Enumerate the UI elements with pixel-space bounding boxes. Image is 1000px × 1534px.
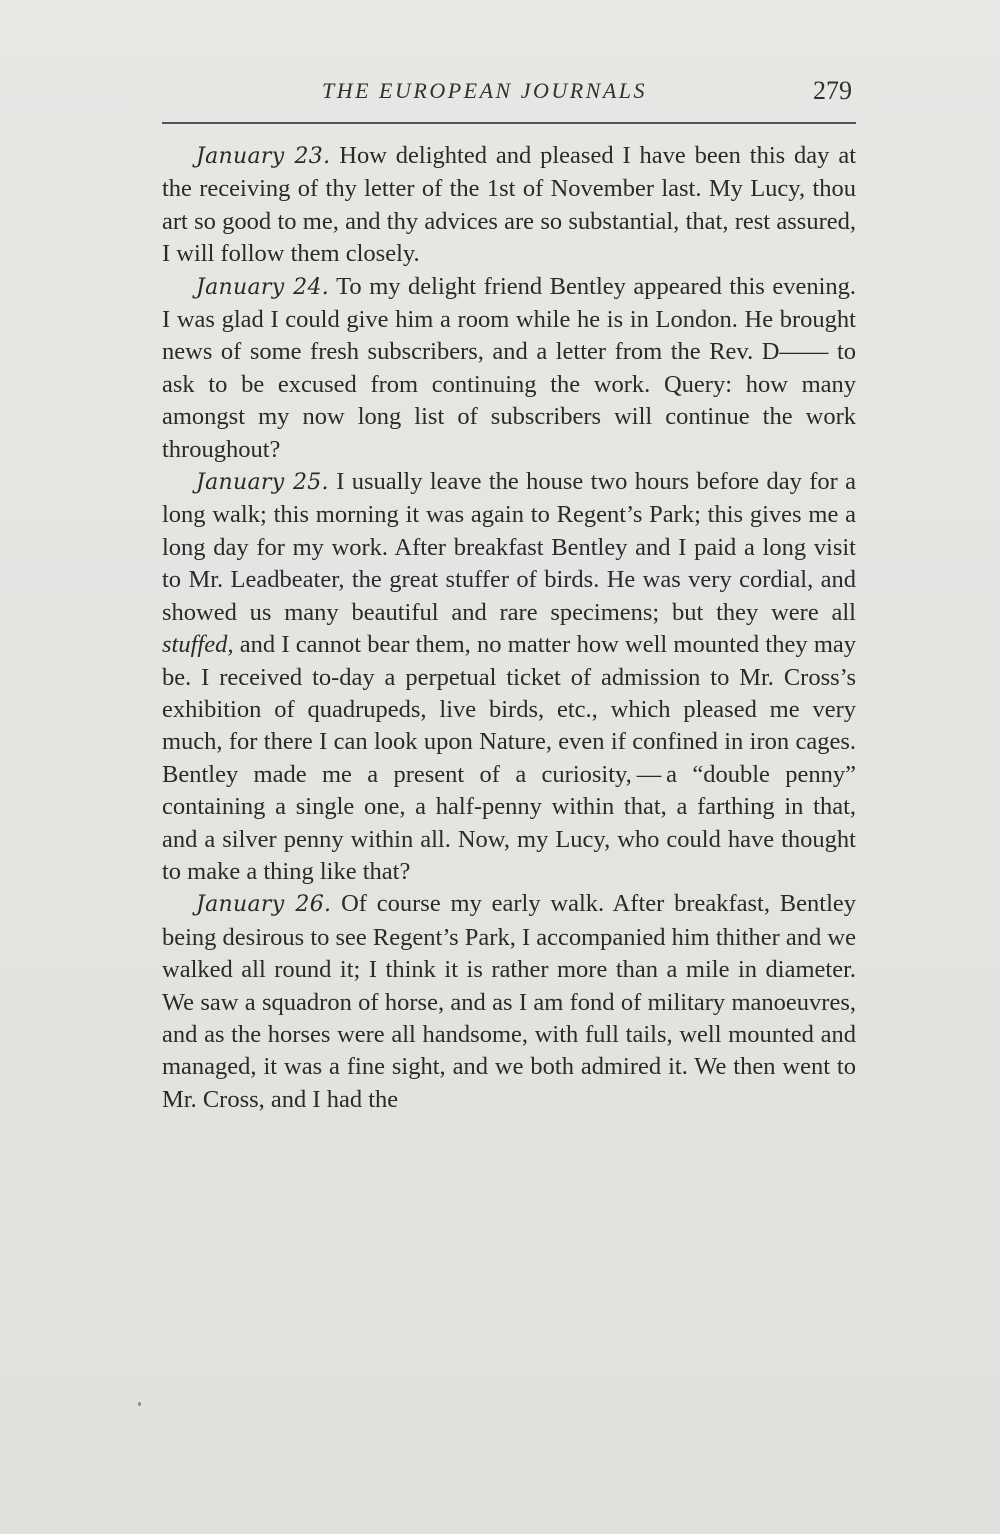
entry-date: January 24. <box>196 274 330 300</box>
entry-date: January 25. <box>196 470 329 496</box>
journal-body <box>162 140 856 1116</box>
entry-january-23 <box>162 140 856 271</box>
entry-january-24 <box>162 271 856 466</box>
running-head <box>162 78 856 114</box>
entry-text: How delighted and pleased I have been this day at the receiving of thy letter of the 1st of November last. My Lucy, thou art so good to me, and thy advices are so substantial, that, rest assured, I will follow them closely. <box>162 142 856 268</box>
entry-text: Of course my early walk. After breakfast, Bentley being desirous to see Regent’s Park, I accompanied him thither and we walked all round it; I think it is rather more than a mile in diameter. We saw a squadron of horse, and as I am fond of military manoeuvres, and as the horses were all handsome, with full tails, well mounted and managed, it was a fine sight, and we both admired it. We then went to Mr. Cross, and I had the <box>162 890 856 1113</box>
entry-january-25 <box>162 466 856 888</box>
entry-date: January 23. <box>196 144 331 169</box>
running-title: THE EUROPEAN JOURNALS <box>322 78 648 103</box>
page-number: 279 <box>813 76 852 105</box>
entry-emphasis: stuffed, <box>162 631 234 659</box>
entry-text: I usually leave the house two hours before day for a long walk; this morning it was again to Regent’s Park; this gives me a long day for my work. After breakfast Bentley and I paid a long visit to Mr. Leadbeater, the great stuffer of birds. He was very cordial, and showed us many beautiful and rare specimens; but they were all <box>162 468 856 626</box>
header-rule <box>162 122 856 124</box>
entry-text: To my delight friend Bentley appeared this evening. I was glad I could give him a room while he is in London. He brought news of some fresh subscribers, and a letter from the Rev. D—— to ask to be excused from continuing the work. Query: how many amongst my now long list of subscribers will continue the work throughout? <box>162 272 857 463</box>
entry-january-26 <box>162 888 856 1116</box>
entry-date: January 26. <box>196 892 332 918</box>
paper-speck <box>138 1402 141 1406</box>
entry-text-continued: and I cannot bear them, no matter how well mounted they may be. I received to-day a perpetual ticket of admission to Mr. Cross’s exhibition of quadrupeds, live birds, etc., which pleased me very much, for there I can look upon Nature, even if confined in iron cages. Bentley made me a present of a curiosity, — a “double penny” containing a single one, a half-penny within that, a farthing in that, and a silver penny within all. Now, my Lucy, who could have thought to make a thing like that? <box>162 631 857 885</box>
